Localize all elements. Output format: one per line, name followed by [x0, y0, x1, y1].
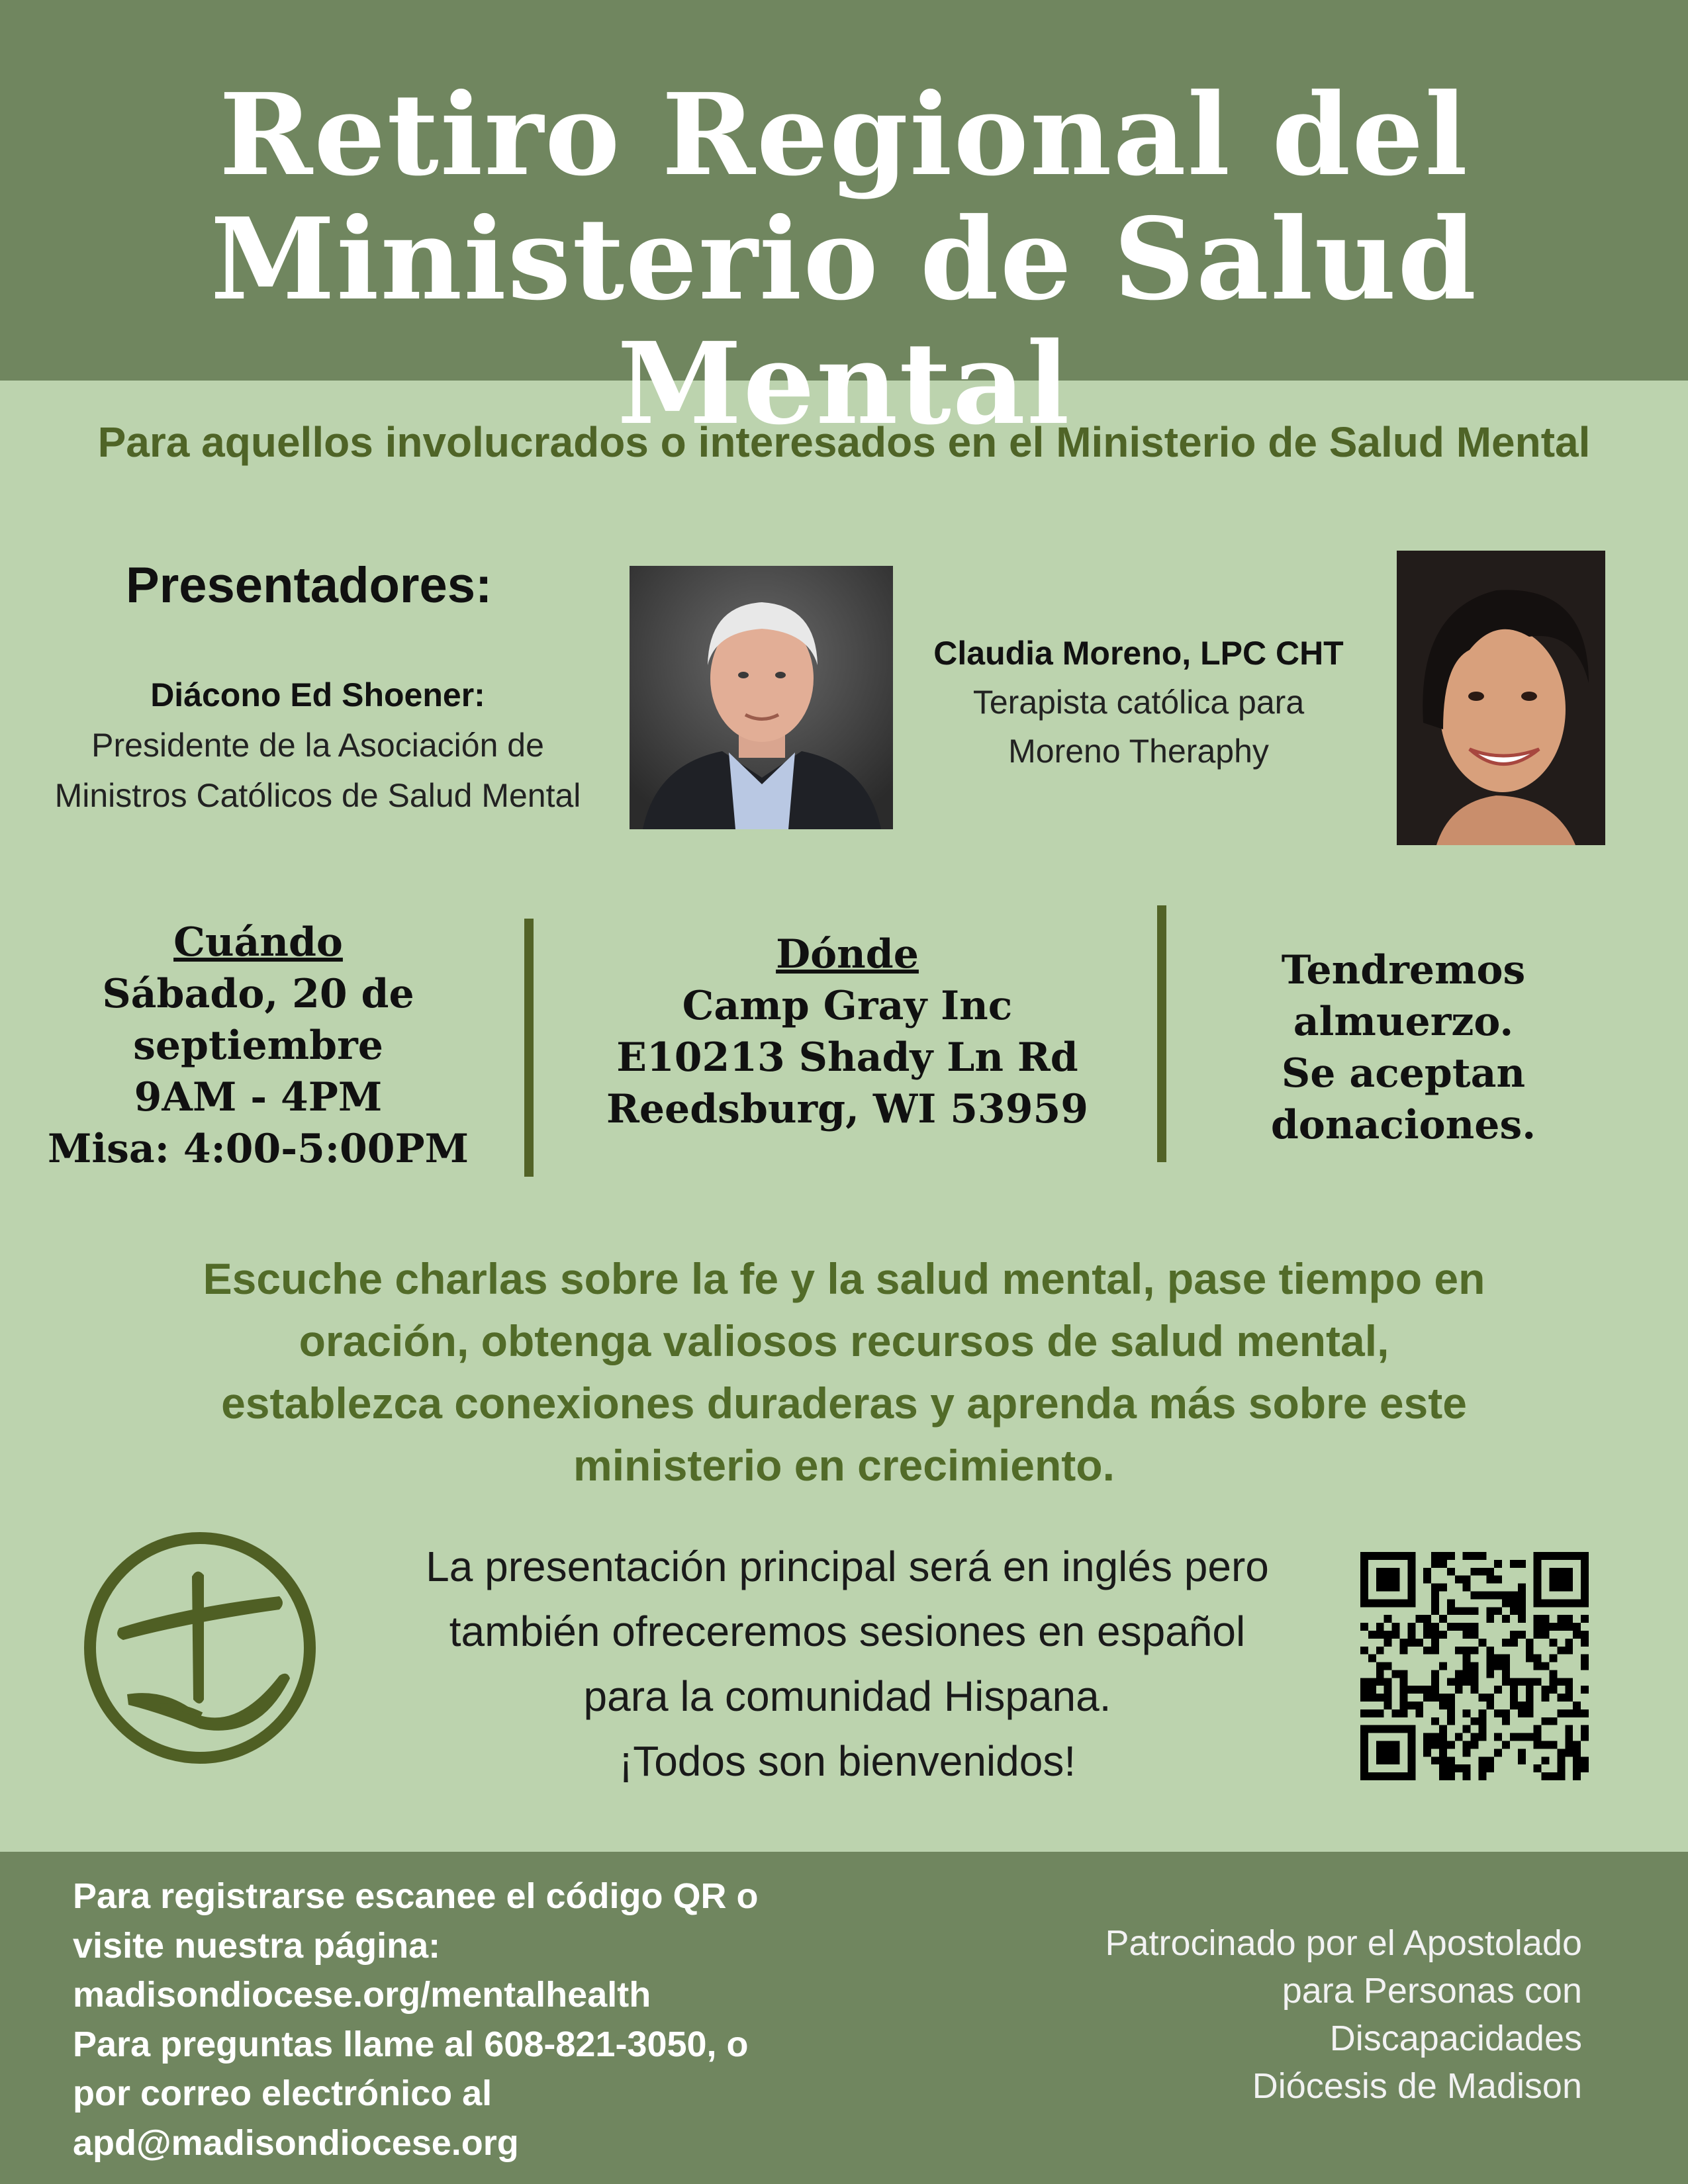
lunch-section	[1205, 944, 1602, 1151]
language-line: para la comunidad Hispana.	[583, 1672, 1111, 1720]
sponsor-line: Discapacidades	[1329, 2019, 1582, 2058]
lunch-line: almuerzo.	[1293, 999, 1514, 1045]
where-section	[563, 929, 1132, 1135]
presenter-ed-shoener	[26, 670, 609, 821]
sponsor-info	[993, 1919, 1582, 2110]
subtitle: Para aquellos involucrados o interesados en el Ministerio de Salud Mental	[97, 418, 1591, 466]
language-line: La presentación principal será en inglés pero	[426, 1543, 1269, 1590]
language-note	[331, 1534, 1364, 1794]
where-street: E10213 Shady Ln Rd	[616, 1034, 1078, 1081]
where-city: Reedsburg, WI 53959	[606, 1086, 1088, 1132]
registration-email-link[interactable]: apd@madisondiocese.org	[73, 2122, 519, 2163]
lunch-line: Se aceptan	[1281, 1050, 1526, 1097]
when-label: Cuándo	[173, 919, 343, 966]
divider	[524, 919, 534, 1177]
when-section	[26, 917, 490, 1175]
presenter-role-line: Presidente de la Asociación de	[91, 727, 544, 764]
registration-qr-code-icon[interactable]	[1360, 1552, 1589, 1780]
presenter-name: Diácono Ed Shoener:	[150, 676, 485, 713]
presenter-claudia-moreno	[894, 629, 1383, 776]
page-title	[0, 69, 1688, 450]
lunch-line: donaciones.	[1270, 1102, 1536, 1148]
when-month: septiembre	[133, 1023, 383, 1069]
where-label: Dónde	[776, 931, 919, 978]
registration-line: por correo electrónico al	[73, 2073, 492, 2113]
registration-line: visite nuestra página:	[73, 1925, 441, 1966]
presenter-name: Claudia Moreno, LPC CHT	[933, 635, 1344, 672]
description-line: establezca conexiones duraderas y aprenda más sobre este	[221, 1379, 1467, 1428]
description-line: Escuche charlas sobre la fe y la salud mental, pase tiempo en	[203, 1254, 1485, 1303]
where-venue: Camp Gray Inc	[682, 983, 1013, 1029]
presenter-role-line: Moreno Theraphy	[1008, 733, 1269, 770]
when-mass: Misa: 4:00-5:00PM	[47, 1126, 469, 1172]
registration-line: Para registrarse escanee el código QR o	[73, 1876, 759, 1916]
sponsor-line: Patrocinado por el Apostolado	[1105, 1923, 1582, 1963]
title-line-2: Ministerio de Salud Mental	[210, 193, 1478, 450]
title-line-1: Retiro Regional del	[218, 69, 1470, 201]
presenter-photo-claudia-moreno	[1397, 551, 1605, 845]
presenters-heading: Presentadores:	[126, 557, 492, 614]
when-date: Sábado, 20 de	[102, 971, 414, 1017]
language-line: también ofreceremos sesiones en español	[449, 1608, 1246, 1655]
description-line: oración, obtenga valiosos recursos de salud mental,	[299, 1316, 1389, 1365]
description-line: ministerio en crecimiento.	[573, 1441, 1115, 1490]
registration-info	[73, 1872, 933, 2167]
registration-website-link[interactable]: madisondiocese.org/mentalhealth	[73, 1975, 651, 2015]
lunch-line: Tendremos	[1281, 947, 1526, 993]
language-line: ¡Todos son bienvenidos!	[618, 1737, 1076, 1785]
divider	[1157, 905, 1166, 1162]
sponsor-line: para Personas con	[1282, 1971, 1582, 2011]
presenter-role-line: Terapista católica para	[972, 684, 1305, 721]
event-description	[53, 1248, 1635, 1496]
presenter-role-line: Ministros Católicos de Salud Mental	[54, 777, 581, 814]
cross-in-hand-logo-icon	[81, 1529, 319, 1767]
registration-phone-line: Para preguntas llame al 608-821-3050, o	[73, 2024, 749, 2064]
when-time: 9AM - 4PM	[134, 1074, 383, 1120]
presenter-photo-ed-shoener	[630, 566, 893, 829]
sponsor-line: Diócesis de Madison	[1252, 2066, 1582, 2106]
